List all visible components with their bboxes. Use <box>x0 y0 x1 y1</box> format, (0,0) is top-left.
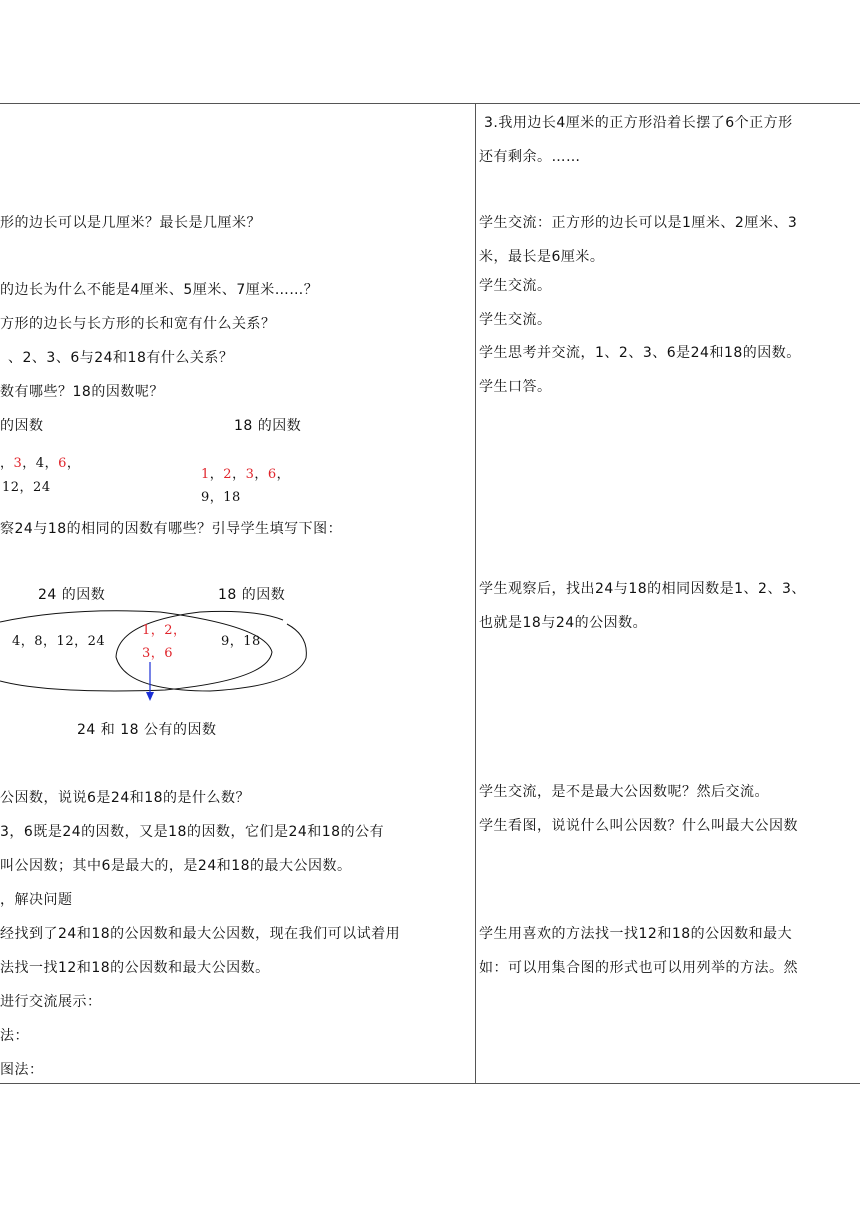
left-section-heading: ，解决问题 <box>0 892 73 908</box>
left-summary-2: 叫公因数；其中6是最大的，是24和18的最大公因数。 <box>0 858 352 874</box>
left-question-3: 方形的边长与长方形的长和宽有什么关系？ <box>0 316 276 332</box>
left-question-6: 察24与18的相同的因数有哪些？引导学生填写下图： <box>0 521 343 537</box>
right-line-9: 学生观察后，找出24与18的相同因数是1、2、3、 <box>479 581 806 597</box>
venn-right-only-values: 9，18 <box>221 634 261 649</box>
right-line-8: 学生口答。 <box>479 379 552 395</box>
factors-24-row-1: ，3，4，6， <box>0 456 81 471</box>
left-task-2: 法找一找12和18的公因数和最大公因数。 <box>0 960 270 976</box>
right-line-12: 学生看图，说说什么叫公因数？什么叫最大公因数 <box>479 818 798 834</box>
right-line-14: 如：可以用集合图的形式也可以用列举的方法。然 <box>479 960 798 976</box>
venn-label-24: 24 的因数 <box>38 587 106 603</box>
left-task-3: 进行交流展示： <box>0 994 102 1010</box>
left-method-2: 图法： <box>0 1062 44 1078</box>
venn-common-values-row-1: 1，2， <box>142 623 187 638</box>
right-line-11: 学生交流，是不是最大公因数呢？然后交流。 <box>479 784 769 800</box>
factors-24-row-2: 12，24 <box>2 480 51 495</box>
factors-24-title: 的因数 <box>0 418 44 434</box>
left-question-2: 的边长为什么不能是4厘米、5厘米、7厘米……？ <box>0 282 319 298</box>
left-question-5: 数有哪些？18的因数呢？ <box>0 384 164 400</box>
right-line-7: 学生思考并交流，1、2、3、6是24和18的因数。 <box>479 345 801 361</box>
factors-18-title: 18 的因数 <box>234 418 302 434</box>
factors-18-row-1: 1，2，3，6， <box>201 467 291 482</box>
right-line-6: 学生交流。 <box>479 312 552 328</box>
venn-common-values-row-2: 3，6 <box>142 646 174 661</box>
venn-arrow-head <box>146 692 154 701</box>
venn-common-caption: 24 和 18 公有的因数 <box>77 722 217 738</box>
left-method-1: 法： <box>0 1028 29 1044</box>
right-line-4: 米，最长是6厘米。 <box>479 249 605 265</box>
left-question-4: 、2、3、6与24和18有什么关系？ <box>8 350 234 366</box>
right-line-1: 3.我用边长4厘米的正方形沿着长摆了6个正方形 <box>484 115 793 131</box>
left-question-7: 公因数，说说6是24和18的是什么数？ <box>0 790 251 806</box>
right-line-3: 学生交流：正方形的边长可以是1厘米、2厘米、3 <box>479 215 798 231</box>
left-summary-1: 3，6既是24的因数，又是18的因数，它们是24和18的公有 <box>0 824 385 840</box>
venn-label-18: 18 的因数 <box>218 587 286 603</box>
right-line-10: 也就是18与24的公因数。 <box>479 615 648 631</box>
right-line-2: 还有剩余。…… <box>479 149 581 165</box>
right-line-5: 学生交流。 <box>479 278 552 294</box>
right-line-13: 学生用喜欢的方法找一找12和18的公因数和最大 <box>479 926 793 942</box>
left-question-1: 形的边长可以是几厘米？最长是几厘米？ <box>0 215 261 231</box>
factors-18-row-2: 9，18 <box>201 490 241 505</box>
venn-left-only-values: 4，8，12，24 <box>12 634 106 649</box>
left-task-1: 经找到了24和18的公因数和最大公因数，现在我们可以试着用 <box>0 926 401 942</box>
